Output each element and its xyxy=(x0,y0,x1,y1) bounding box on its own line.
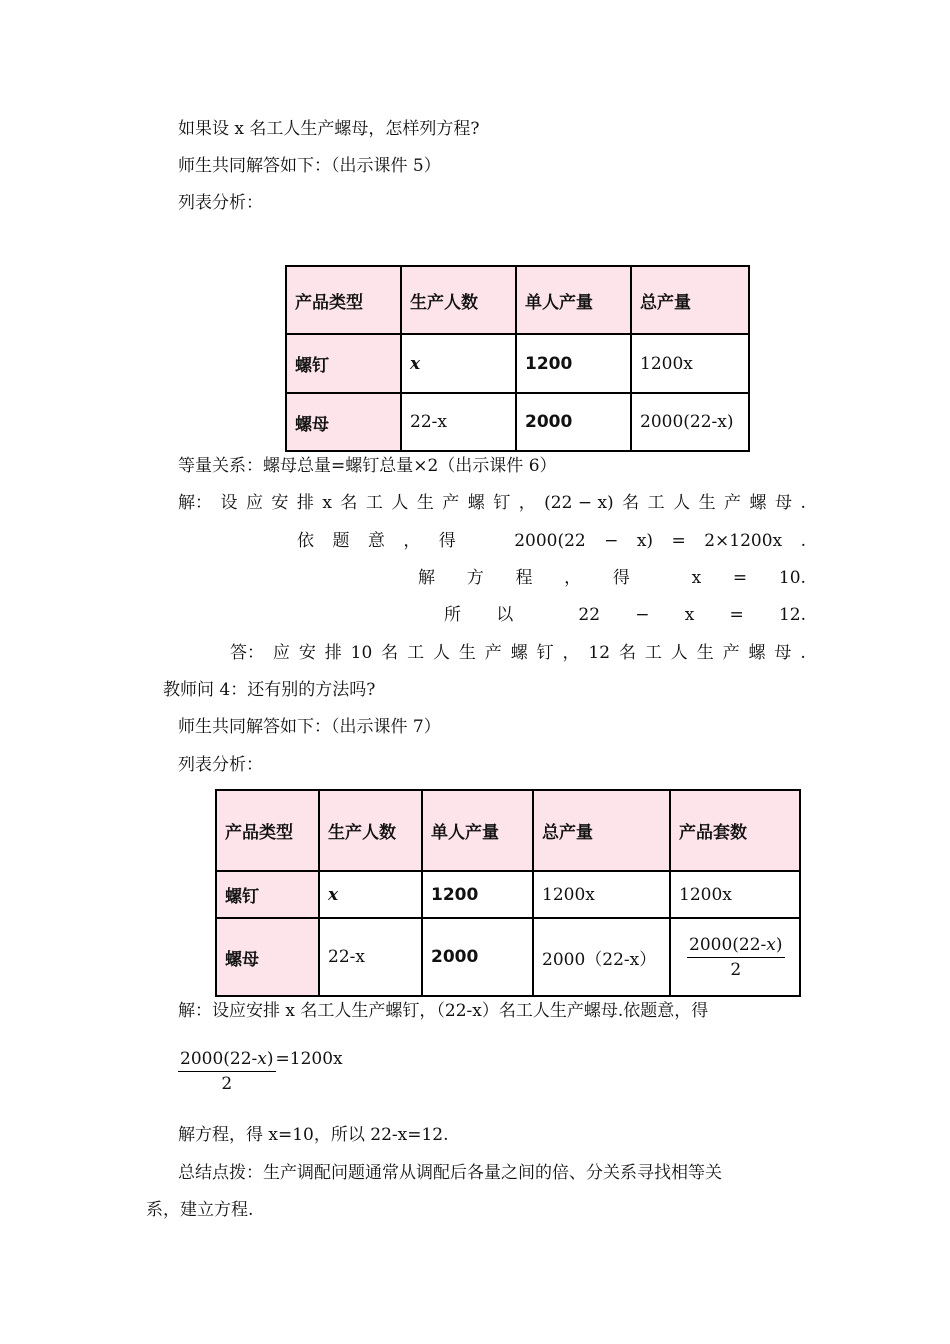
header-cell: 单人产量 xyxy=(516,266,631,334)
word: 名 xyxy=(381,643,399,663)
word: 应 xyxy=(272,643,290,663)
header-cell: 总产量 xyxy=(533,790,670,871)
table-row xyxy=(216,918,800,996)
solution2-line: 解：设应安排 x 名工人生产螺钉，（22-x）名工人生产螺母.依题意，得 xyxy=(178,1001,709,1021)
list-analysis-label-2: 列表分析： xyxy=(178,755,263,775)
table-cell: 1200x xyxy=(533,871,670,918)
word: ， xyxy=(564,568,582,588)
word: 12. xyxy=(778,605,806,625)
word: 生 xyxy=(698,493,716,513)
question-text: 如果设 x 名工人生产螺母，怎样列方程? xyxy=(178,119,480,139)
header-cell: 单人产量 xyxy=(422,790,533,871)
solution2-result: 解方程，得 x=10，所以 22-x=12. xyxy=(178,1125,449,1145)
word: 依 xyxy=(297,531,314,551)
table-cell: 1200 xyxy=(422,871,533,918)
word: 得 xyxy=(612,568,630,588)
table-cell: x xyxy=(319,871,422,918)
answer-intro-2: 师生共同解答如下：（出示课件 7） xyxy=(178,717,441,737)
fraction xyxy=(178,1049,276,1094)
word: 生 xyxy=(696,643,714,663)
table-cell: x xyxy=(401,334,516,393)
word: 母 xyxy=(774,493,792,513)
fraction-denominator: 2 xyxy=(221,1074,233,1094)
solution-line-2 xyxy=(297,530,806,552)
equation xyxy=(178,1049,343,1094)
word: 设 xyxy=(220,493,238,513)
fraction-numerator: 2000(22-x) xyxy=(687,935,785,958)
word: 工 xyxy=(365,493,383,513)
word: 解 xyxy=(418,568,435,588)
header-cell: 产品类型 xyxy=(216,790,319,871)
fraction-cell xyxy=(670,918,800,996)
word: − xyxy=(635,605,650,625)
summary-line-2: 系，建立方程. xyxy=(146,1200,254,1220)
table-row xyxy=(216,871,800,918)
word: 钉 xyxy=(493,493,511,513)
table-cell: 2000(22-x) xyxy=(631,393,749,451)
equal-relation: 等量关系：螺母总量=螺钉总量×2（出示课件 6） xyxy=(178,456,557,476)
word: 22 xyxy=(578,605,601,625)
word: 人 xyxy=(673,493,691,513)
table-cell: 22-x xyxy=(401,393,516,451)
header-cell: 产品套数 xyxy=(670,790,800,871)
word: (22 − x) xyxy=(544,493,614,513)
answer-intro: 师生共同解答如下：（出示课件 5） xyxy=(178,156,441,176)
table-2 xyxy=(215,789,801,997)
table-header-row xyxy=(216,790,800,871)
word: 螺 xyxy=(467,493,485,513)
header-cell: 总产量 xyxy=(631,266,749,334)
word: 意 xyxy=(367,531,385,551)
word: . xyxy=(800,531,806,551)
word: 生 xyxy=(416,493,434,513)
word: 人 xyxy=(432,643,450,663)
equation-rhs: =1200x xyxy=(275,1049,343,1069)
teacher-question: 教师问 4：还有别的方法吗? xyxy=(163,680,376,700)
row-label: 螺钉 xyxy=(216,871,319,918)
word: − xyxy=(604,531,619,551)
word: 10. xyxy=(778,568,806,588)
table-row xyxy=(286,393,749,451)
word: ， xyxy=(518,493,536,513)
table-cell: 2000（22-x） xyxy=(533,918,670,996)
solution-answer-line xyxy=(230,642,806,664)
word: 工 xyxy=(644,643,662,663)
word: 生 xyxy=(458,643,476,663)
table-cell: 1200x xyxy=(670,871,800,918)
table-cell: 2000 xyxy=(422,918,533,996)
word: 应 xyxy=(245,493,263,513)
row-label: 螺钉 xyxy=(286,334,401,393)
word: 2000(22 xyxy=(514,531,586,551)
word: 安 xyxy=(298,643,316,663)
solution-line-1 xyxy=(178,492,806,514)
word: 12 xyxy=(588,643,611,663)
word: 螺 xyxy=(748,643,766,663)
word: 解： xyxy=(178,493,212,513)
word: 钉 xyxy=(536,643,554,663)
table-1 xyxy=(285,265,750,452)
word: 所 xyxy=(444,605,461,625)
word: 螺 xyxy=(749,493,767,513)
table-row xyxy=(286,334,749,393)
header-cell: 生产人数 xyxy=(319,790,422,871)
row-label: 螺母 xyxy=(216,918,319,996)
solution-line-3 xyxy=(418,567,806,589)
word: 排 xyxy=(296,493,314,513)
word: 名 xyxy=(618,643,636,663)
table-header-row xyxy=(286,266,749,334)
word: 产 xyxy=(722,643,740,663)
fraction-denominator: 2 xyxy=(730,959,742,980)
word: . xyxy=(800,643,806,663)
word: x xyxy=(691,568,702,588)
solution-line-4 xyxy=(444,604,806,626)
word: 方 xyxy=(466,568,484,588)
word: 安 xyxy=(271,493,289,513)
word: 题 xyxy=(332,531,350,551)
word: 螺 xyxy=(510,643,528,663)
word: ， xyxy=(403,531,421,551)
word: x xyxy=(684,605,695,625)
word: 2×1200x xyxy=(704,531,783,551)
table-cell: 1200x xyxy=(631,334,749,393)
word: = xyxy=(729,605,744,625)
word: 排 xyxy=(324,643,342,663)
word: 答： xyxy=(230,643,264,663)
word: 工 xyxy=(647,493,665,513)
word: 母 xyxy=(774,643,792,663)
word: x) xyxy=(636,531,654,551)
row-label: 螺母 xyxy=(286,393,401,451)
word: 名 xyxy=(622,493,640,513)
fraction-numerator: 2000(22-x) xyxy=(178,1049,276,1072)
table-cell: 22-x xyxy=(319,918,422,996)
word: 人 xyxy=(391,493,409,513)
table-cell: 1200 xyxy=(516,334,631,393)
word: 得 xyxy=(438,531,456,551)
fraction xyxy=(687,935,785,980)
summary-line-1: 总结点拨：生产调配问题通常从调配后各量之间的倍、分关系寻找相等关 xyxy=(178,1163,722,1183)
word: 名 xyxy=(340,493,358,513)
header-cell: 产品类型 xyxy=(286,266,401,334)
word: = xyxy=(671,531,686,551)
word: 工 xyxy=(407,643,425,663)
word: 人 xyxy=(670,643,688,663)
list-analysis-label: 列表分析： xyxy=(178,193,263,213)
word: 产 xyxy=(724,493,742,513)
word: 程 xyxy=(515,568,533,588)
word: ， xyxy=(562,643,580,663)
word: 以 xyxy=(496,605,514,625)
word: 产 xyxy=(442,493,460,513)
word: x xyxy=(322,493,332,513)
word: . xyxy=(800,493,806,513)
word: 产 xyxy=(484,643,502,663)
header-cell: 生产人数 xyxy=(401,266,516,334)
word: = xyxy=(732,568,748,588)
word: 10 xyxy=(350,643,373,663)
table-cell: 2000 xyxy=(516,393,631,451)
